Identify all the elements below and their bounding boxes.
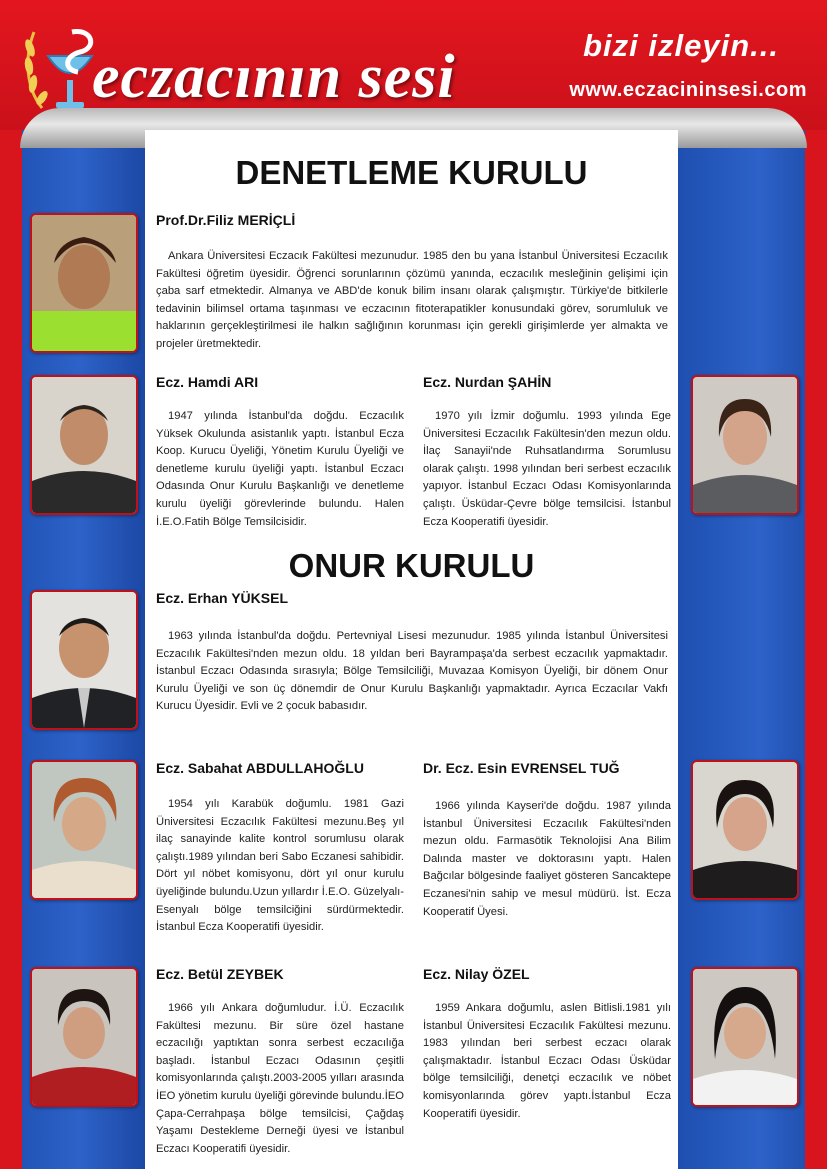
portrait-nilay-ozel — [691, 967, 799, 1107]
member-name-erhan: Ecz. Erhan YÜKSEL — [156, 590, 289, 606]
logo-wordmark: eczacının sesi — [92, 43, 456, 111]
member-bio-erhan: 1963 yılında İstanbul'da doğdu. Pertevniyal Lisesi mezunudur. 1985 yılında İstanbul Üniversitesi Eczacılık Fakültesi'nden mezun oldu. 18 yıldan beri Bayrampaşa'da serbest eczacılık yapmaktadır. İstanbul Eczacı Odasında sırasıyla; Bölge Temsilciliği, Muvazaa Komisyon Üyeliği, bir dönem Onur Kurulu Üyeliği ve son üç dönemdir de Onur Kurulu Başkanlığı yapmaktadır. Ayrıca Eczacılar Vakfı Kurucu Üyesidir. Evli ve 2 çocuk babasıdır. — [156, 630, 668, 713]
website-link[interactable]: www.eczacininsesi.com — [569, 79, 807, 101]
member-name-filiz: Prof.Dr.Filiz MERİÇLİ — [156, 212, 296, 228]
portrait-sabahat-abdullahoglu — [30, 760, 138, 900]
portrait-erhan-yuksel — [30, 590, 138, 730]
portrait-esin-evrensel-tug — [691, 760, 799, 900]
member-bio-nurdan: 1970 yılı İzmir doğumlu. 1993 yılında Ege Üniversitesi Eczacılık Fakültesin'den mezun oldu. İlaç Sanayii'nde Ruhsatlandırma Sorumlusu olarak çalıştı. 1998 yılından beri serbest eczacılık yapıyor. İstanbul Eczacı Odası Komisyonlarında çalıştı. Üsküdar-Çevre bölge temsilcisi. İstanbul Ecza Kooperatifi üyesidir. — [423, 410, 671, 528]
member-name-nurdan: Ecz. Nurdan ŞAHİN — [423, 374, 552, 390]
member-bio-betul: 1966 yılı Ankara doğumludur. İ.Ü. Eczacılık Fakültesi mezunu. Bir süre özel hastane eczacılığı yaptıktan sonra serbest eczacılığa başladı. İstanbul Eczacı Odasının çeşitli komisyonlarında çalıştı.2003-2005 yılları arasında İEO yönetim kurulu üyeliği görevinde bulundu.İEO Çapa-Cerrahpaşa bölge temsilcisi, Çağdaş Yaşamı Destekleme Derneği üyesi ve İstanbul Eczacı Kooperatifi üyesidir. — [156, 1002, 404, 1155]
member-name-hamdi: Ecz. Hamdi ARI — [156, 374, 259, 390]
section-title-denetleme: DENETLEME KURULU — [235, 154, 588, 191]
member-bio-filiz: Ankara Üniversitesi Eczacık Fakültesi mezunudur. 1985 den bu yana İstanbul Üniversitesi Eczacılık Fakültesi öğretim üyesidir. Öğrenci sorunlarının çözümü yanında, eczacılık mesleğinin gelişimi için çaba sarf etmektedir. Almanya ve ABD'de konuk bilim insanı olarak çalışmıştır. Türkiye'de bitkilerle tedavinin bilimsel ortama taşınması ve eczacının fitoterapatikler konusundaki görev, sorumluluk ve haklarının gerçekleştirilmesi ile halkın sağlığının korunması için gerekli girişimlerde yer almakta ve projeler üretmektedir. — [156, 250, 668, 350]
member-bio-esin: 1966 yılında Kayseri'de doğdu. 1987 yılında İstanbul Üniversitesi Eczacılık Fakültesi'nden mezun oldu. Farmasötik Teknolojisi Ana Bilim Dalında master ve doktorasını yaptı. Halen Bağcılar bölgesinde faaliyet gösteren Sancaktepe Eczanesi'nin sahip ve mesul müdürü. İst. Ecza Kooperatif Üyesi. — [423, 800, 671, 918]
member-name-esin: Dr. Ecz. Esin EVRENSEL TUĞ — [423, 760, 620, 776]
member-name-betul: Ecz. Betül ZEYBEK — [156, 966, 284, 982]
member-bio-hamdi: 1947 yılında İstanbul'da doğdu. Eczacılık Yüksek Okulunda asistanlık yaptı. İstanbul Ecza Koop. Kurucu Üyeliği, Yönetim Kurulu Üyeliği ve denetleme kurulu üyeliği yaptı. İstanbul Eczacı Odasında Onur Kurulu Başkanlığı ve denetleme kurulu üyeliği görevlerinde bulundu. Halen İ.E.O.Fatih Bölge Temsilcisidir. — [156, 410, 404, 528]
member-bio-sabahat: 1954 yılı Karabük doğumlu. 1981 Gazi Üniversitesi Eczacılık Fakültesi mezunu.Beş yıl ilaç sanayinde kalite kontrol sorumlusu olarak çalıştı.1989 yılından beri Sabo Eczanesi sahibidir. Dört yıl nöbet komisyonu, dört yıl onur kurulu üyeliğinde bulundu.Uzun yıllardır İ.E.O. Güzelyalı-Esenyalı bölge temsilciğini sürdürmektedir. İstanbul Ecza Kooperatifi üyesidir. — [156, 798, 404, 934]
member-name-nilay: Ecz. Nilay ÖZEL — [423, 966, 530, 982]
member-bio-nilay: 1959 Ankara doğumlu, aslen Bitlisli.1981 yılı İstanbul Üniversitesi Eczacılık Fakültesi mezunu. 1983 yılından beri serbest eczacı olarak çalışmaktadır. İstanbul Eczacı Odası Üsküdar bölge temsilciliği, denetçi eczacılık ve nöbet komisyonlarında görev yaptı.İstanbul Ecza Kooperatifi üyesidir. — [423, 1002, 671, 1120]
right-red-edge — [805, 130, 827, 1169]
portrait-filiz-mericli — [30, 213, 138, 353]
tagline: bizi izleyin... — [583, 28, 779, 63]
portrait-hamdi-ari — [30, 375, 138, 515]
member-name-sabahat: Ecz. Sabahat ABDULLAHOĞLU — [156, 760, 364, 776]
section-title-onur: ONUR KURULU — [288, 547, 535, 584]
left-red-edge — [0, 130, 22, 1169]
portrait-betul-zeybek — [30, 967, 138, 1107]
portrait-nurdan-sahin — [691, 375, 799, 515]
